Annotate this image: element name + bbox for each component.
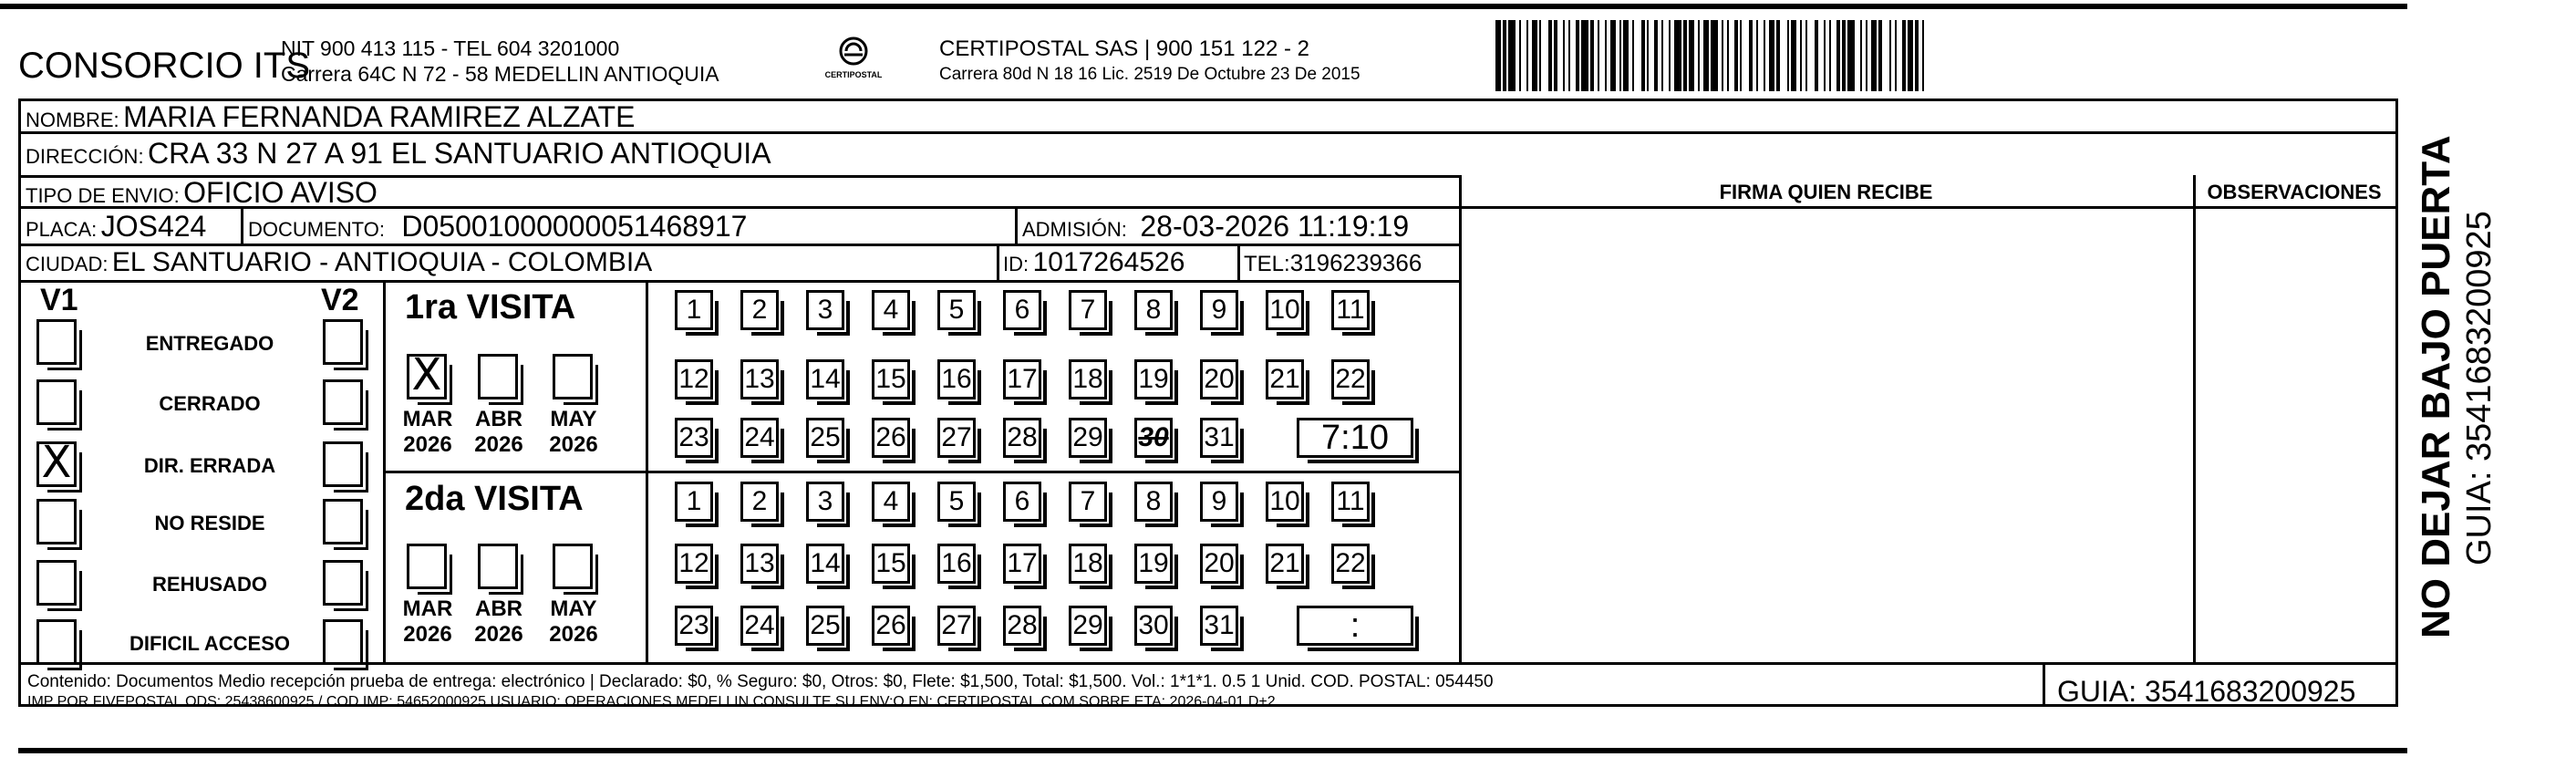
day-box[interactable]: 26 <box>872 606 910 646</box>
day-box[interactable]: 24 <box>740 606 779 646</box>
carrier-address: Carrera 80d N 18 16 Lic. 2519 De Octubre 23 De 2015 <box>939 65 1360 84</box>
status-option-label: DIR. ERRADA <box>143 454 276 477</box>
day-box[interactable]: 31 <box>1200 606 1238 646</box>
id-cell <box>1003 249 1185 276</box>
v1-checkbox[interactable] <box>36 499 77 544</box>
day-box[interactable]: 29 <box>1069 418 1107 458</box>
footer-line2: IMP POR FIVEPOSTAL ODS: 25438600925 / COD.IMP: 54652000925 USUARIO: OPERACIONES MEDELLIN CONSULTE SU ENV:O EN: CERTIPOSTAL.COM SOBRE ETA: 2026-04-01 D+2 <box>27 694 1276 710</box>
tipo-row <box>26 178 378 207</box>
day-box[interactable]: 21 <box>1266 359 1304 399</box>
placa-cell <box>26 212 206 241</box>
top-border <box>0 4 2407 9</box>
tipo-label: TIPO DE ENVIO: <box>26 184 180 207</box>
day-box[interactable]: 8 <box>1134 290 1173 330</box>
status-option-label: DIFICIL ACCESO <box>129 632 290 655</box>
day-box[interactable]: 25 <box>806 606 844 646</box>
day-box[interactable]: 5 <box>937 290 976 330</box>
tel-cell <box>1244 251 1422 275</box>
tipo-value: OFICIO AVISO <box>183 178 378 207</box>
footer-line1: Contenido: Documentos Medio recepción prueba de entrega: electrónico | Declarado: $0, % Seguro: $0, Otros: $0, Flete: $1,500, Total: $1,500. Vol.: 1*1*1. 0.5 1 Unid. COD. POSTAL: 054450 <box>27 672 1494 691</box>
day-box[interactable]: 7 <box>1069 290 1107 330</box>
row-line-4 <box>18 244 1459 246</box>
ciudad-label: CIUDAD: <box>26 253 109 275</box>
day-box[interactable]: 13 <box>740 359 779 399</box>
v1-checkbox[interactable] <box>36 560 77 606</box>
status-option-label: REHUSADO <box>152 573 267 596</box>
company-nit-tel: NIT 900 413 115 - TEL 604 3201000 <box>281 36 620 60</box>
tel-value: 3196239366 <box>1289 251 1422 275</box>
day-box[interactable]: 15 <box>872 544 910 584</box>
day-box[interactable]: 10 <box>1266 482 1304 522</box>
day-box[interactable]: 30 <box>1134 418 1173 458</box>
month-checkbox[interactable] <box>478 544 518 589</box>
company-address: Carrera 64C N 72 - 58 MEDELLIN ANTIOQUIA <box>281 62 719 86</box>
day-box[interactable]: 12 <box>675 359 713 399</box>
status-option-label: CERRADO <box>159 392 261 415</box>
v2-checkbox[interactable] <box>323 499 363 544</box>
v1-checkbox[interactable] <box>36 379 77 425</box>
day-box[interactable]: 29 <box>1069 606 1107 646</box>
documento-cell <box>248 212 747 241</box>
v1-check-mark: X <box>41 437 72 488</box>
day-box[interactable]: 18 <box>1069 359 1107 399</box>
day-box[interactable]: 31 <box>1200 418 1238 458</box>
status-option-label: ENTREGADO <box>145 332 274 355</box>
visit1-title: 1ra VISITA <box>405 288 576 327</box>
v2-label: V2 <box>321 283 359 317</box>
documento-value: D05001000000051468917 <box>401 212 748 241</box>
day-box[interactable]: 13 <box>740 544 779 584</box>
footer-guia-divider <box>2043 662 2045 705</box>
day-box[interactable]: 11 <box>1331 290 1370 330</box>
day-box[interactable]: 6 <box>1003 290 1041 330</box>
v1-label: V1 <box>40 283 78 317</box>
placa-value: JOS424 <box>100 212 207 241</box>
month-checkbox[interactable] <box>553 544 593 589</box>
day-box[interactable]: 10 <box>1266 290 1304 330</box>
v2-checkbox[interactable] <box>323 619 363 665</box>
day-box[interactable]: 8 <box>1134 482 1173 522</box>
day-box[interactable]: 11 <box>1331 482 1370 522</box>
month-label: ABR 2026 <box>474 596 523 647</box>
admision-value: 28-03-2026 11:19:19 <box>1140 212 1410 241</box>
visit2-title: 2da VISITA <box>405 480 584 518</box>
v2-checkbox[interactable] <box>323 441 363 487</box>
barcode <box>1495 20 2216 91</box>
day-box[interactable]: 5 <box>937 482 976 522</box>
time-box[interactable]: : <box>1297 606 1413 646</box>
tel-label: TEL: <box>1244 252 1290 275</box>
v2-checkbox[interactable] <box>323 560 363 606</box>
day-box[interactable]: 9 <box>1200 290 1238 330</box>
id-divider <box>997 244 999 280</box>
day-box[interactable]: 24 <box>740 418 779 458</box>
v1-checkbox[interactable] <box>36 437 77 488</box>
v2-checkbox[interactable] <box>323 379 363 425</box>
day-box[interactable]: 15 <box>872 359 910 399</box>
day-box[interactable]: 1 <box>675 482 713 522</box>
side-guia: GUIA: 3541683200925 <box>2460 211 2498 565</box>
side-no-dejar: NO DEJAR BAJO PUERTA <box>2414 135 2458 638</box>
row-line-1 <box>18 131 2398 134</box>
month-checkbox[interactable] <box>407 544 447 589</box>
direccion-label: DIRECCIÓN: <box>26 145 144 168</box>
placa-divider <box>241 206 243 244</box>
day-box[interactable]: 25 <box>806 418 844 458</box>
v1-checkbox[interactable] <box>36 619 77 665</box>
v1-checkbox[interactable] <box>36 319 77 365</box>
tel-divider <box>1237 244 1240 280</box>
carrier-name: CERTIPOSTAL SAS | 900 151 122 - 2 <box>939 36 1309 61</box>
id-label: ID: <box>1003 253 1029 275</box>
day-box[interactable]: 23 <box>675 418 713 458</box>
visit-divider <box>383 471 1459 473</box>
day-box[interactable]: 23 <box>675 606 713 646</box>
months-divider <box>646 280 648 663</box>
observ-divider <box>2193 175 2196 663</box>
day-box[interactable]: 17 <box>1003 544 1041 584</box>
day-box[interactable]: 22 <box>1331 359 1370 399</box>
admision-divider <box>1015 206 1018 244</box>
ciudad-value: EL SANTUARIO - ANTIOQUIA - COLOMBIA <box>111 249 653 276</box>
day-box[interactable]: 1 <box>675 290 713 330</box>
firma-divider <box>1459 175 1462 663</box>
day-box[interactable]: 12 <box>675 544 713 584</box>
documento-label: DOCUMENTO: <box>248 218 385 241</box>
footer-guia: GUIA: 3541683200925 <box>2057 675 2356 708</box>
day-box[interactable]: 28 <box>1003 606 1041 646</box>
day-box[interactable]: 14 <box>806 359 844 399</box>
day-box[interactable]: 16 <box>937 544 976 584</box>
status-option-label: NO RESIDE <box>154 512 265 534</box>
day-box[interactable]: 4 <box>872 290 910 330</box>
row-line-6 <box>18 662 2398 665</box>
ciudad-cell <box>26 249 652 276</box>
table-top-line <box>18 99 2398 101</box>
observaciones-label: OBSERVACIONES <box>2207 181 2382 203</box>
day-box[interactable]: 22 <box>1331 544 1370 584</box>
month-checkbox[interactable] <box>553 354 593 399</box>
day-box[interactable]: 9 <box>1200 482 1238 522</box>
day-box[interactable]: 27 <box>937 418 976 458</box>
day-box[interactable]: 30 <box>1134 606 1173 646</box>
day-box[interactable]: 6 <box>1003 482 1041 522</box>
day-box[interactable]: 20 <box>1200 359 1238 399</box>
logo-text: CERTIPOSTAL <box>824 70 883 79</box>
id-value: 1017264526 <box>1032 249 1185 276</box>
nombre-value: MARIA FERNANDA RAMIREZ ALZATE <box>123 102 636 131</box>
day-box[interactable]: 4 <box>872 482 910 522</box>
day-box[interactable]: 16 <box>937 359 976 399</box>
day-box[interactable]: 2 <box>740 482 779 522</box>
day-box[interactable]: 18 <box>1069 544 1107 584</box>
day-box[interactable]: 2 <box>740 290 779 330</box>
day-box[interactable]: 28 <box>1003 418 1041 458</box>
direccion-value: CRA 33 N 27 A 91 EL SANTUARIO ANTIOQUIA <box>148 139 771 168</box>
certipostal-logo <box>821 35 886 88</box>
day-box[interactable]: 3 <box>806 290 844 330</box>
day-box[interactable]: 7 <box>1069 482 1107 522</box>
admision-cell <box>1022 212 1409 241</box>
table-right-line <box>2395 99 2398 705</box>
month-label: MAY 2026 <box>549 596 598 647</box>
nombre-row <box>26 102 635 131</box>
day-box[interactable]: 20 <box>1200 544 1238 584</box>
table-left-line <box>18 99 21 705</box>
day-box[interactable]: 27 <box>937 606 976 646</box>
row-line-5 <box>18 280 1459 283</box>
v2-checkbox[interactable] <box>323 319 363 365</box>
company-name: CONSORCIO ITS <box>18 46 311 86</box>
day-box[interactable]: 19 <box>1134 359 1173 399</box>
placa-label: PLACA: <box>26 218 98 241</box>
nombre-label: NOMBRE: <box>26 109 119 131</box>
direccion-row <box>26 139 771 168</box>
month-label: MAR 2026 <box>402 596 453 647</box>
day-box[interactable]: 14 <box>806 544 844 584</box>
admision-label: ADMISIÓN: <box>1022 218 1127 241</box>
month-label: ABR 2026 <box>474 407 523 457</box>
day-box[interactable]: 21 <box>1266 544 1304 584</box>
month-checkbox[interactable] <box>478 354 518 399</box>
month-check-mark: X <box>411 349 442 400</box>
day-box[interactable]: 17 <box>1003 359 1041 399</box>
day-box[interactable]: 26 <box>872 418 910 458</box>
month-label: MAR 2026 <box>402 407 453 457</box>
month-checkbox[interactable] <box>407 349 447 400</box>
day-box[interactable]: 19 <box>1134 544 1173 584</box>
time-box[interactable]: 7:10 <box>1297 418 1413 458</box>
firma-label: FIRMA QUIEN RECIBE <box>1719 181 1933 203</box>
day-box[interactable]: 3 <box>806 482 844 522</box>
month-label: MAY 2026 <box>549 407 598 457</box>
bottom-border <box>18 748 2407 753</box>
